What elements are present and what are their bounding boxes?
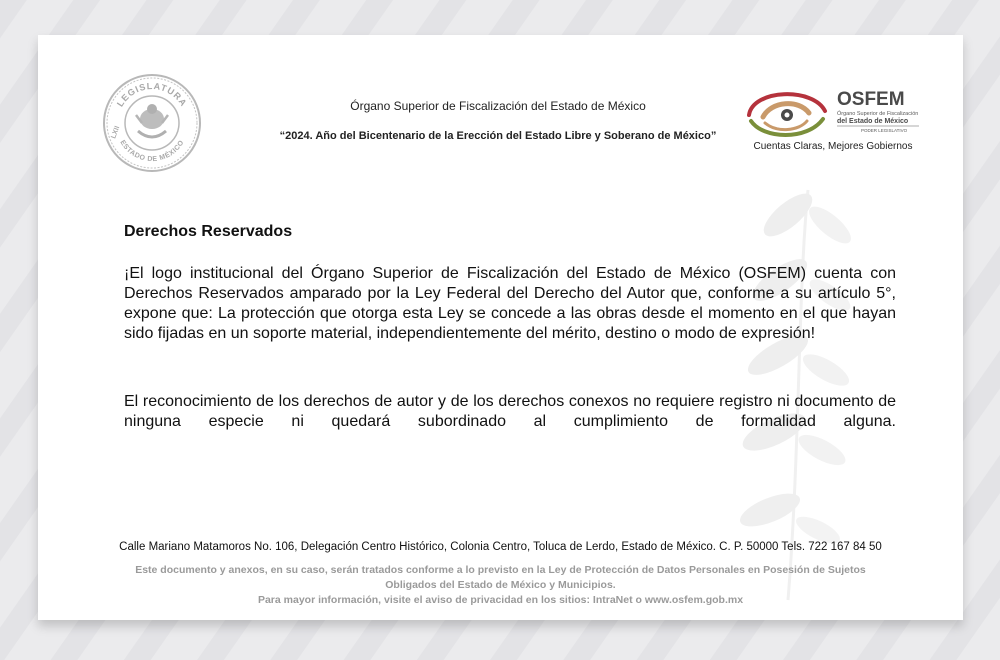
header-year-motto: “2024. Año del Bicentenario de la Erección del Estado Libre y Soberano de México” (279, 130, 717, 142)
logo-name: OSFEM (837, 89, 905, 110)
privacy-line2: Obligados del Estado de México y Municipios. (385, 579, 616, 591)
logo-subtitle-line3: PODER LEGISLATIVO (861, 128, 908, 133)
seal-text-left: LXII (110, 125, 122, 140)
section-title: Derechos Reservados (124, 223, 293, 240)
logo-subtitle-line1: Órgano Superior de Fiscalización (837, 111, 919, 117)
paragraph-rights: ¡El logo institucional del Órgano Superior de Fiscalización del Estado de México (OSFEM) cuenta con Derechos Reservados amparado por la Ley Federal del Derecho del Autor que, conforme a su artículo 5°, expone que: La protección que otorga esta Ley se concede a las obras desde el momento en el que hayan sido fijadas en un soporte material, independientemente del mérito, destino o modo de expresión! (124, 265, 896, 342)
osfem-tagline: Cuentas Claras, Mejores Gobiernos (753, 141, 913, 152)
document-card (38, 35, 963, 620)
footer-address: Calle Mariano Matamoros No. 106, Delegación Centro Histórico, Colonia Centro, Toluca de Lerdo, Estado de México. C. P. 50000 Tels. 722 167 84 50 (119, 541, 882, 553)
paragraph-recognition: El reconocimiento de los derechos de autor y de los derechos conexos no requiere registro ni documento de ninguna especie ni quedará subordinado al cumplimiento de formalidad alguna. (124, 393, 896, 430)
legislature-seal-icon (102, 73, 202, 173)
privacy-notice (98, 563, 903, 608)
seal-text-bottom: ESTADO DE MÉXICO (118, 139, 186, 164)
logo-subtitle-line2: del Estado de México (837, 118, 909, 125)
header-organization: Órgano Superior de Fiscalización del Estado de México (350, 99, 646, 113)
privacy-line1: Este documento y anexos, en su caso, serán tratados conforme a lo previsto en la Ley de Protección de Datos Personales en Posesión de Sujetos (135, 564, 866, 576)
svg-text:ESTADO DE MÉXICO (118, 139, 185, 163)
privacy-line3: Para mayor información, visite el aviso de privacidad en los sitios: IntraNet o www.osfem.gob.mx (257, 594, 744, 606)
osfem-logo (743, 83, 923, 143)
seal-text-top: LEGISLATURA (114, 80, 190, 109)
